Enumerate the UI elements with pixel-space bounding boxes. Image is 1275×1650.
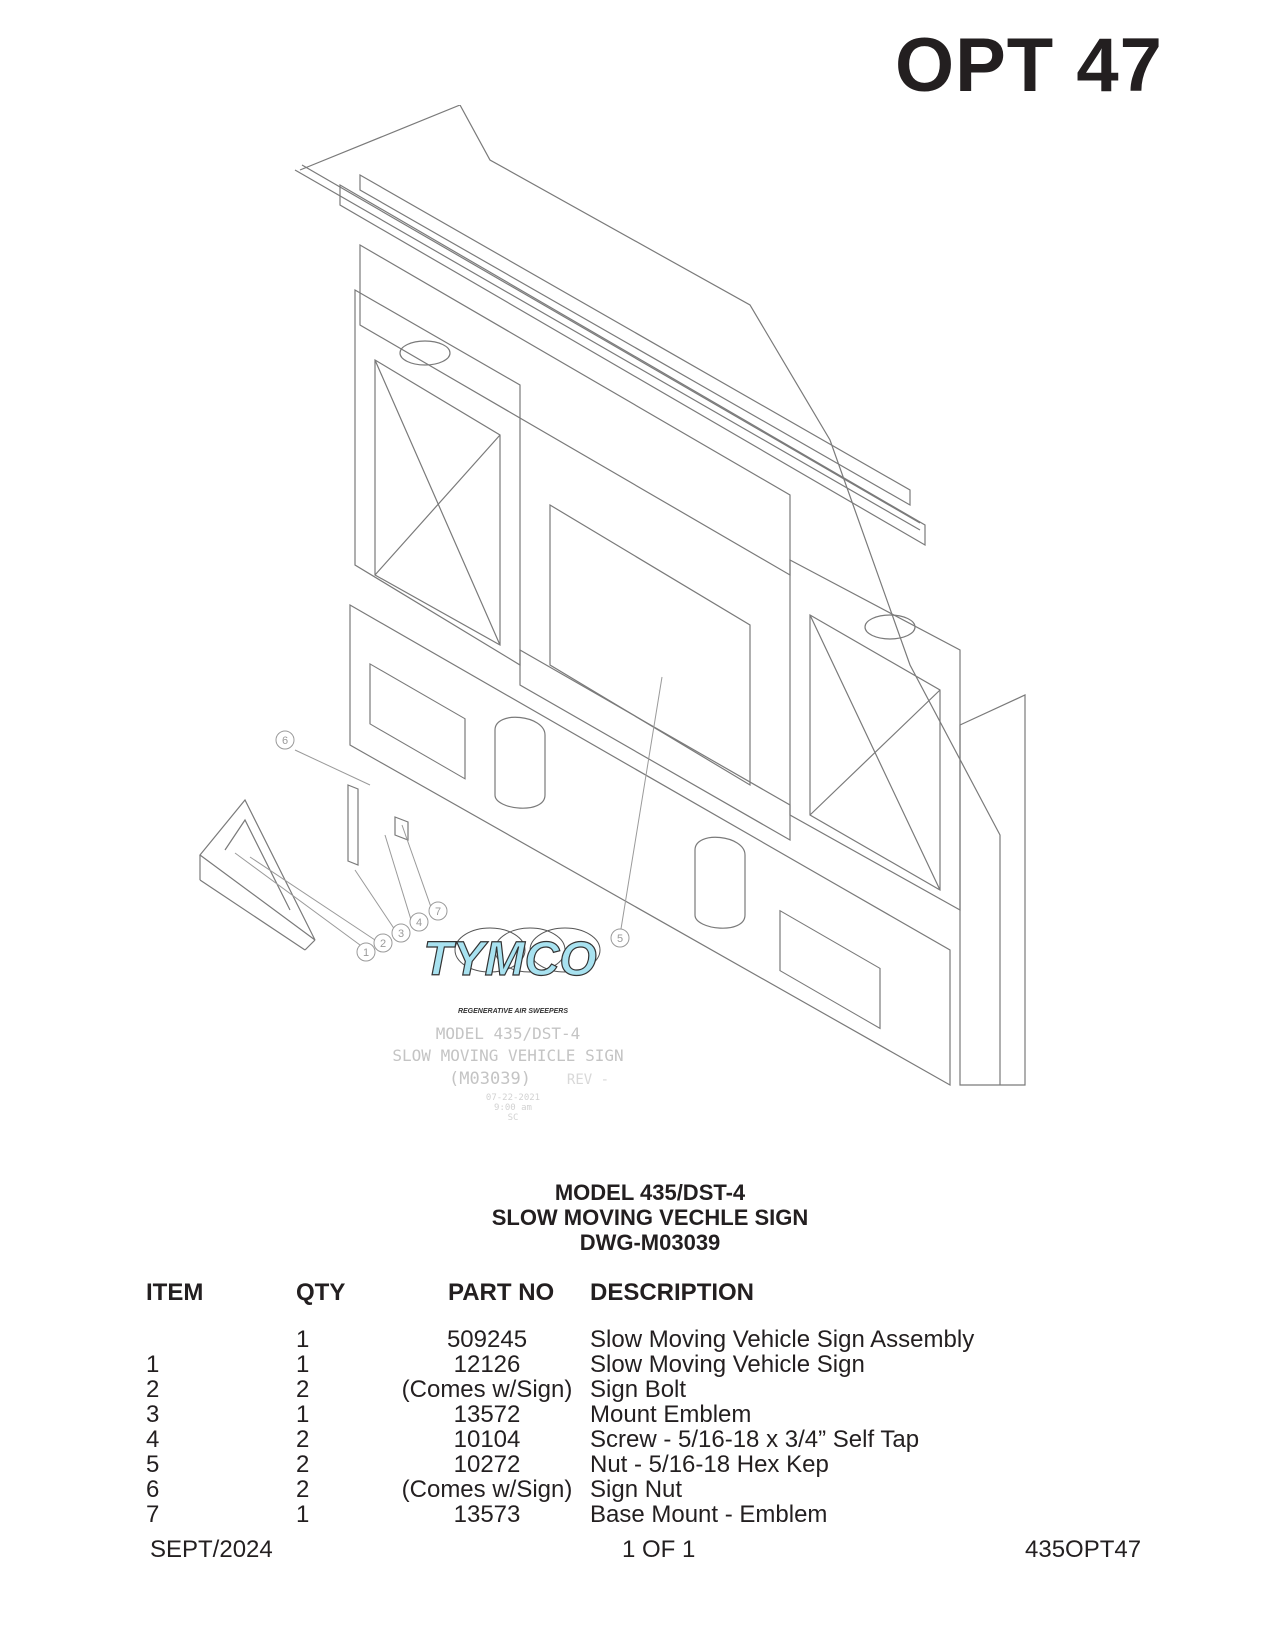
col-qty-header: QTY — [296, 1279, 346, 1306]
part-no-cell: 13572 — [453, 1401, 521, 1428]
footer-date: SEPT/2024 — [150, 1536, 273, 1563]
part-no-cell: 13573 — [453, 1501, 521, 1528]
stamp-date: 07-22-2021 — [485, 1093, 541, 1103]
item-cell: 3 — [146, 1401, 160, 1428]
left-tail-light — [370, 664, 465, 779]
table-row — [0, 1352, 1275, 1377]
description-cell: Screw - 5/16-18 x 3/4” Self Tap — [590, 1426, 920, 1453]
rear-door-panel-x — [375, 360, 500, 645]
exploded-parts-drawing — [190, 105, 1090, 1175]
heading-dwg: DWG-M03039 — [579, 1230, 721, 1255]
description-cell: Slow Moving Vehicle Sign — [590, 1351, 865, 1378]
qty-cell: 2 — [296, 1376, 310, 1403]
svg-text:6: 6 — [281, 735, 289, 747]
stamp-number: (M03039) — [449, 1069, 531, 1089]
part-no-cell: 12126 — [453, 1351, 521, 1378]
part-no-cell: 10104 — [453, 1426, 521, 1453]
right-door-panel-x — [810, 615, 940, 890]
option-title: OPT 47 — [895, 23, 1163, 108]
svg-text:2: 2 — [379, 938, 387, 950]
center-hatch — [550, 505, 750, 785]
parts-table — [0, 1327, 1275, 1527]
right-tail-light — [780, 911, 880, 1029]
stamp-time: 9:00 am — [494, 1103, 532, 1113]
stamp-title: SLOW MOVING VEHICLE SIGN — [392, 1046, 624, 1065]
right-door-handle — [865, 615, 915, 639]
table-row — [0, 1427, 1275, 1452]
description-cell: Base Mount - Emblem — [590, 1501, 828, 1528]
item-cell: 4 — [146, 1426, 160, 1453]
description-cell: Sign Bolt — [590, 1376, 687, 1403]
qty-cell: 2 — [296, 1426, 310, 1453]
svg-text:3: 3 — [397, 928, 405, 940]
qty-cell: 1 — [296, 1351, 310, 1378]
stamp-rev: REV - — [566, 1072, 610, 1088]
right-door-panel — [790, 560, 960, 910]
part-no-cell: 10272 — [453, 1451, 521, 1478]
col-part-no-header: PART NO — [448, 1279, 555, 1306]
table-row — [0, 1402, 1275, 1427]
heading-title: SLOW MOVING VECHLE SIGN — [491, 1205, 809, 1230]
logo-text: TYMCO — [423, 933, 597, 986]
qty-cell: 2 — [296, 1476, 310, 1503]
part-no-cell: (Comes w/Sign) — [401, 1376, 573, 1403]
description-cell: Mount Emblem — [590, 1401, 752, 1428]
svg-text:5: 5 — [616, 933, 624, 945]
description-cell: Slow Moving Vehicle Sign Assembly — [590, 1326, 975, 1353]
footer-doc-id: 435OPT47 — [1025, 1536, 1142, 1563]
description-cell: Sign Nut — [590, 1476, 683, 1503]
item-cell: 7 — [146, 1501, 160, 1528]
qty-cell: 1 — [296, 1401, 310, 1428]
rail-rod — [295, 170, 920, 530]
stamp-model: MODEL 435/DST-4 — [435, 1024, 581, 1043]
item-cell: 1 — [146, 1351, 160, 1378]
rear-door-panel — [355, 290, 520, 665]
item-cell: 2 — [146, 1376, 160, 1403]
svg-text:7: 7 — [434, 906, 442, 918]
table-row — [0, 1327, 1275, 1352]
col-description-header: DESCRIPTION — [590, 1279, 755, 1306]
table-row — [0, 1502, 1275, 1527]
heading-model: MODEL 435/DST-4 — [554, 1180, 746, 1205]
left-mud-flap-bracket — [495, 717, 545, 808]
item-cell: 6 — [146, 1476, 160, 1503]
svg-text:4: 4 — [415, 917, 423, 929]
side-wall — [960, 695, 1025, 1085]
logo-tagline: REGENERATIVE AIR SWEEPERS — [457, 1008, 569, 1015]
mount-emblem — [348, 785, 358, 865]
drawing-heading — [0, 1180, 1275, 1255]
table-row — [0, 1377, 1275, 1402]
table-row — [0, 1477, 1275, 1502]
qty-cell: 1 — [296, 1326, 310, 1353]
footer-page-number: 1 OF 1 — [622, 1536, 696, 1563]
part-no-cell: 509245 — [446, 1326, 528, 1353]
part-no-cell: (Comes w/Sign) — [401, 1476, 573, 1503]
table-row — [0, 1452, 1275, 1477]
qty-cell: 1 — [296, 1501, 310, 1528]
rear-bumper — [350, 605, 950, 1085]
svg-text:1: 1 — [362, 947, 370, 959]
item-cell: 5 — [146, 1451, 160, 1478]
stamp-initials: SC — [507, 1113, 519, 1123]
tymco-logo — [423, 928, 600, 1015]
right-mud-flap-bracket — [695, 837, 745, 928]
col-item-header: ITEM — [146, 1279, 204, 1306]
qty-cell: 2 — [296, 1451, 310, 1478]
description-cell: Nut - 5/16-18 Hex Kep — [590, 1451, 829, 1478]
